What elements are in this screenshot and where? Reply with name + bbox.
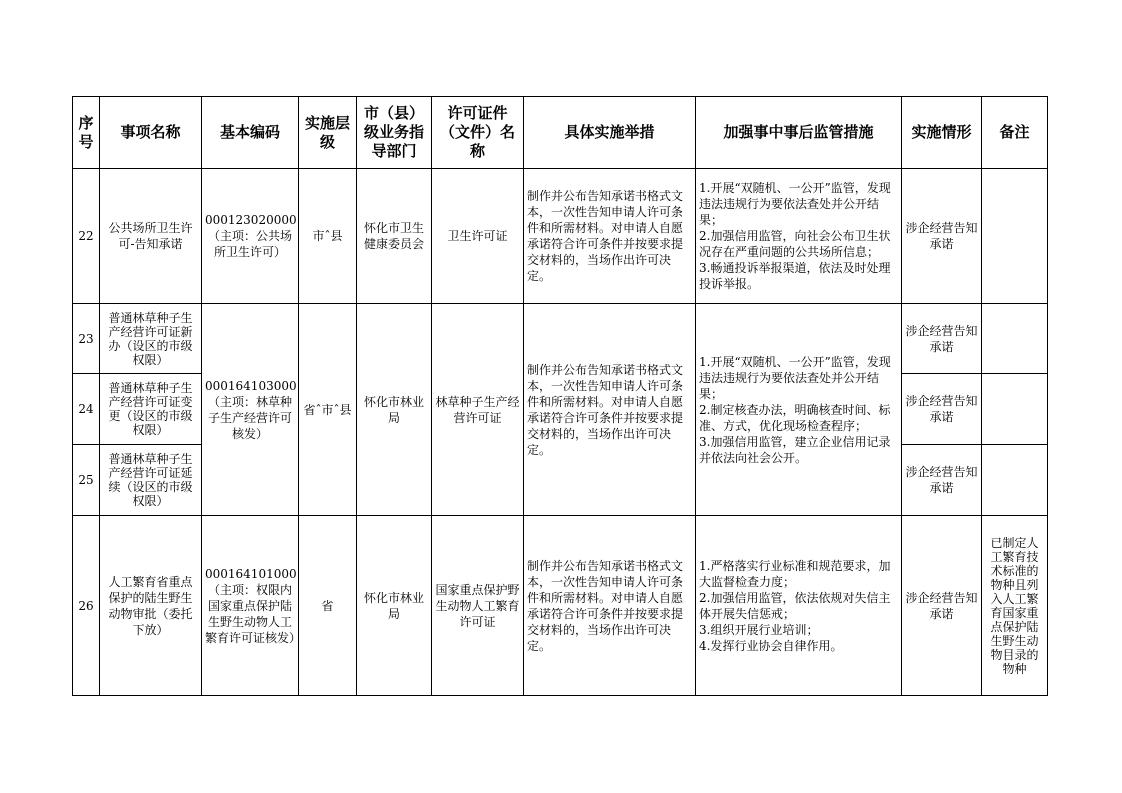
item-name: 人工繁育省重点保护的陆生野生动物审批（委托下放） xyxy=(100,516,202,696)
header-level: 实施层级 xyxy=(299,97,357,169)
header-measures: 具体实施举措 xyxy=(524,97,696,169)
header-supervision: 加强事中事后监管措施 xyxy=(696,97,902,169)
item-name: 普通林草种子生产经营许可证延续（设区的市级权限） xyxy=(100,445,202,516)
item-remark xyxy=(982,445,1048,516)
item-status: 涉企经营告知承诺 xyxy=(902,304,982,374)
row-no: 22 xyxy=(73,169,100,304)
item-code: 000123020000（主项：公共场所卫生许可） xyxy=(202,169,299,304)
item-remark xyxy=(982,374,1048,445)
license-table xyxy=(72,96,1048,696)
item-code: 000164101000（主项：权限内国家重点保护陆生野生动物人工繁育许可证核发） xyxy=(202,516,299,696)
item-measures: 制作并公布告知承诺书格式文本，一次性告知申请人许可条件和所需材料。对申请人自愿承诺符合许可条件并按要求提交材料的，当场作出许可决定。 xyxy=(524,516,696,696)
item-dept: 怀化市林业局 xyxy=(357,516,432,696)
item-remark xyxy=(982,169,1048,304)
header-code: 基本编码 xyxy=(202,97,299,169)
group-supervision: 1.开展“双随机、一公开”监管，发现违法违规行为要依法查处并公开结果； 2.制定核查办法，明确核查时间、标准、方式，优化现场检查程序； 3.加强信用监管，建立企业信用记录并依法向社会公开。 xyxy=(696,304,902,516)
header-status: 实施情形 xyxy=(902,97,982,169)
item-name: 普通林草种子生产经营许可证新办（设区的市级权限） xyxy=(100,304,202,374)
table-row xyxy=(73,516,1048,696)
item-dept: 怀化市卫生健康委员会 xyxy=(357,169,432,304)
header-no: 序号 xyxy=(73,97,100,169)
item-license: 卫生许可证 xyxy=(432,169,524,304)
item-status: 涉企经营告知承诺 xyxy=(902,516,982,696)
item-level: 省 xyxy=(299,516,357,696)
header-dept: 市（县）级业务指导部门 xyxy=(357,97,432,169)
group-license: 林草种子生产经营许可证 xyxy=(432,304,524,516)
group-measures: 制作并公布告知承诺书格式文本，一次性告知申请人许可条件和所需材料。对申请人自愿承诺符合许可条件并按要求提交材料的，当场作出许可决定。 xyxy=(524,304,696,516)
row-no: 24 xyxy=(73,374,100,445)
row-no: 25 xyxy=(73,445,100,516)
item-status: 涉企经营告知承诺 xyxy=(902,374,982,445)
group-dept: 怀化市林业局 xyxy=(357,304,432,516)
item-license: 国家重点保护野生动物人工繁育许可证 xyxy=(432,516,524,696)
item-name: 普通林草种子生产经营许可证变更（设区的市级权限） xyxy=(100,374,202,445)
table-row xyxy=(73,169,1048,304)
item-remark xyxy=(982,304,1048,374)
group-code: 000164103000（主项：林草种子生产经营许可核发） xyxy=(202,304,299,516)
row-no: 26 xyxy=(73,516,100,696)
item-measures: 制作并公布告知承诺书格式文本，一次性告知申请人许可条件和所需材料。对申请人自愿承诺符合许可条件并按要求提交材料的，当场作出许可决定。 xyxy=(524,169,696,304)
group-level: 省ˆ市ˆ县 xyxy=(299,304,357,516)
item-name: 公共场所卫生许可-告知承诺 xyxy=(100,169,202,304)
row-no: 23 xyxy=(73,304,100,374)
table-row xyxy=(73,304,1048,374)
header-row xyxy=(73,97,1048,169)
header-license: 许可证件（文件）名称 xyxy=(432,97,524,169)
item-remark: 已制定人工繁育技术标准的物种且列入人工繁育国家重点保护陆生野生动物目录的物种 xyxy=(982,516,1048,696)
item-status: 涉企经营告知承诺 xyxy=(902,169,982,304)
header-name: 事项名称 xyxy=(100,97,202,169)
item-supervision: 1.严格落实行业标准和规范要求，加大监督检查力度； 2.加强信用监管，依法依规对失信主体开展失信惩戒； 3.组织开展行业培训； 4.发挥行业协会自律作用。 xyxy=(696,516,902,696)
item-supervision: 1.开展“双随机、一公开”监管，发现违法违规行为要依法查处并公开结果； 2.加强信用监管，向社会公布卫生状况存在严重问题的公共场所信息； 3.畅通投诉举报渠道，依法及时处理投诉举报。 xyxy=(696,169,902,304)
item-status: 涉企经营告知承诺 xyxy=(902,445,982,516)
header-remark: 备注 xyxy=(982,97,1048,169)
item-level: 市ˆ县 xyxy=(299,169,357,304)
